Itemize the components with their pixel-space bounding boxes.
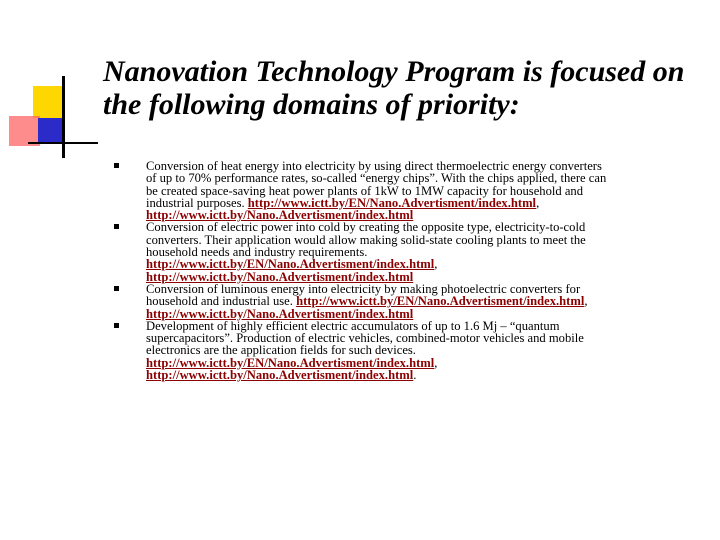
decor-yellow-square	[33, 86, 64, 118]
square-bullet-icon	[114, 286, 119, 291]
link-separator: ,	[434, 355, 438, 370]
link-en-advertisment[interactable]: http://www.ictt.by/EN/Nano.Advertisment/index.html	[247, 195, 537, 210]
square-bullet-icon	[114, 224, 119, 229]
link-advertisment[interactable]: http://www.ictt.by/Nano.Advertisment/index.html	[146, 306, 414, 321]
list-item	[114, 283, 614, 320]
link-separator: ,	[584, 294, 588, 309]
item-text: Development of highly efficient electric accumulators of up to 1.6 Mj – “quantum supercapacitors”. Production of electric vehicles, combined-motor vehicles and mobile electronics are the application fields for such devices.	[146, 318, 584, 358]
link-en-advertisment[interactable]: http://www.ictt.by/EN/Nano.Advertisment/index.html	[296, 294, 585, 309]
item-tail: .	[413, 368, 417, 383]
link-advertisment[interactable]: http://www.ictt.by/Nano.Advertisment/index.html	[146, 368, 414, 383]
square-bullet-icon	[114, 163, 119, 168]
square-bullet-icon	[114, 323, 119, 328]
item-text: Conversion of electric power into cold by creating the opposite type, electricity-to-cold converters. Their application would allow making solid-state cooling plants to meet the household needs and industry requirements.	[146, 220, 586, 260]
link-separator: ,	[434, 257, 438, 272]
item-text: Conversion of luminous energy into electricity by making photoelectric converters for household and industrial use.	[146, 281, 581, 309]
priority-list	[114, 160, 614, 381]
list-item	[114, 160, 614, 221]
link-advertisment[interactable]: http://www.ictt.by/Nano.Advertisment/index.html	[146, 208, 414, 223]
list-item	[114, 320, 614, 381]
decor-blue-square	[38, 118, 62, 144]
slide-title: Nanovation Technology Program is focused on the following domains of priority:	[103, 55, 685, 121]
item-text: Conversion of heat energy into electricity by using direct thermoelectric energy converters of up to 70% performance rates, so-called “energy chips”. With the chips applied, there can be created space-saving heat power plants of 1kW to 1MW capacity for household and industrial purposes.	[146, 159, 607, 210]
list-item	[114, 221, 614, 282]
link-en-advertisment[interactable]: http://www.ictt.by/EN/Nano.Advertisment/index.html	[146, 257, 435, 272]
decor-vertical-line	[62, 76, 65, 158]
link-separator: ,	[536, 195, 540, 210]
link-advertisment[interactable]: http://www.ictt.by/Nano.Advertisment/index.html	[146, 269, 414, 284]
decor-horizontal-line	[28, 142, 98, 144]
link-en-advertisment[interactable]: http://www.ictt.by/EN/Nano.Advertisment/index.html	[146, 355, 435, 370]
